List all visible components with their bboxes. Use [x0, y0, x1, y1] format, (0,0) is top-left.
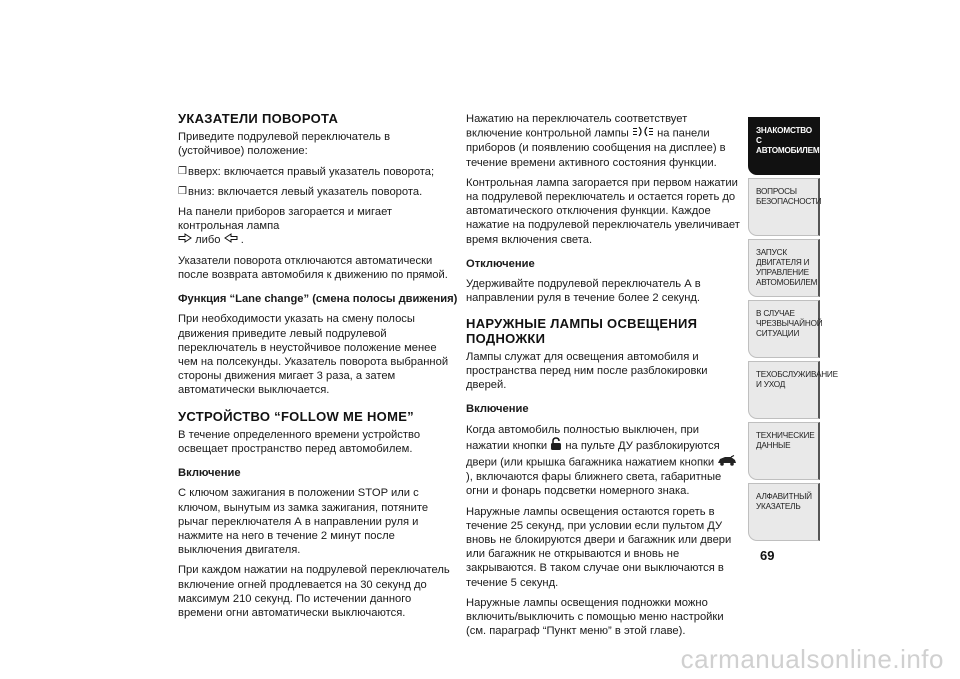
subsection-title-activation: Включение — [466, 403, 529, 416]
list-item-text: вниз: включается левый указатель поворота. — [188, 185, 423, 198]
chapter-tab-technical-data[interactable]: ТЕХНИЧЕСКИЕ ДАННЫЕ — [748, 422, 820, 480]
paragraph: Удерживайте подрулевой переключатель А в направлении руля в течение более 2 секунд. — [466, 278, 701, 305]
chapter-tab-maintenance[interactable]: ТЕХОБСЛУЖИВАНИЕ И УХОД — [748, 361, 820, 419]
paragraph-text: либо — [195, 234, 221, 247]
paragraph-text: Когда автомобиль полностью выключен, при нажатии кнопки — [466, 423, 700, 452]
car-trunk-icon — [717, 455, 737, 470]
paragraph: Наружные лампы освещения подножки можно включить/выключить с помощью меню настройки (см. параграф “Пункт меню” в этой главе). — [466, 596, 724, 638]
chapter-tab-emergency[interactable]: В СЛУЧАЕ ЧРЕЗВЫЧАЙНОЙ СИТУАЦИИ — [748, 300, 820, 358]
paragraph: При необходимости указать на смену полосы движения приведите левый подрулевой переключатель в неустойчивое положение менее чем на полсекунды. Указатель поворота выбранной стороны движения мигает 3 раза, а затем автоматически выключается. — [178, 313, 449, 397]
paragraph-text: . — [240, 234, 244, 247]
unlock-icon — [550, 437, 562, 455]
subsection-title-lane-change: Функция “Lane change” (смена полосы движения) — [178, 293, 458, 306]
list-item — [178, 165, 458, 179]
section-title-puddle-lamps: НАРУЖНЫЕ ЛАМПЫ ОСВЕЩЕНИЯ ПОДНОЖКИ — [466, 316, 698, 346]
paragraph-text: На панели приборов загорается и мигает контрольная лампа — [178, 206, 393, 233]
paragraph: С ключом зажигания в положении STOP или с ключом, вынутым из замка зажигания, потяните рычаг переключателя А в направлении руля и нажмите на него в течение 2 минут после выключения двигателя. — [178, 487, 429, 557]
bullet-marker: ❒ — [178, 185, 187, 197]
paragraph: Приведите подрулевой переключатель в (устойчивое) положение: — [178, 131, 391, 158]
left-column — [178, 112, 458, 626]
arrow-left-icon — [224, 233, 238, 247]
page-number: 69 — [760, 548, 775, 563]
paragraph — [466, 423, 740, 499]
right-column — [466, 112, 740, 645]
chapter-tabs — [748, 117, 838, 544]
paragraph: В течение определенного времени устройство освещает пространство перед автомобилем. — [178, 428, 421, 455]
paragraph-text: ), включаются фары ближнего света, габаритные огни и фонарь подсветки номерного знака. — [466, 471, 722, 498]
paragraph-text: Нажатию на переключатель соответствует включение контрольной лампы — [466, 113, 688, 140]
paragraph: Лампы служат для освещения автомобиля и пространства перед ним после разблокировки дверей. — [466, 350, 708, 392]
paragraph: Наружные лампы освещения остаются гореть в течение 25 секунд, при условии если пультом ДУ вновь не блокируются двери и багажник или двери или багажник не открываются и вновь не закрываются. В таком случае они выключаются в течение 5 секунд. — [466, 505, 732, 589]
chapter-tab-safety[interactable]: ВОПРОСЫ БЕЗОПАСНОСТИ — [748, 178, 820, 236]
subsection-title-activation: Включение — [178, 467, 241, 480]
paragraph: Контрольная лампа загорается при первом нажатии на подрулевой переключатель и остается гореть до автоматического отключения функции. Каждое нажатие на подрулевой переключатель увеличивает время включения света. — [466, 176, 740, 246]
section-title-turn-signals: УКАЗАТЕЛИ ПОВОРОТА — [178, 111, 339, 126]
watermark: carmanualsonline.info — [680, 644, 944, 674]
section-title-follow-me-home: УСТРОЙСТВО “FOLLOW ME HOME” — [178, 408, 414, 424]
list-item — [178, 185, 458, 199]
chapter-tab-getting-to-know[interactable]: ЗНАКОМСТВО С АВТОМОБИЛЕМ — [748, 117, 820, 175]
paragraph-text: на пульте ДУ разблокируются двери (или крышка багажника нажатием кнопки — [466, 439, 720, 469]
chapter-tab-starting-driving[interactable]: ЗАПУСК ДВИГАТЕЛЯ И УПРАВЛЕНИЕ АВТОМОБИЛЕМ — [748, 239, 820, 297]
list-item-text: вверх: включается правый указатель поворота; — [188, 165, 435, 178]
subsection-title-deactivation: Отключение — [466, 257, 535, 270]
paragraph — [466, 112, 740, 170]
paragraph: При каждом нажатии на подрулевой переключатель включение огней продлевается на 30 секунд до максимум 210 секунд. По истечении данного времени огни автоматически выключаются. — [178, 564, 450, 619]
paragraph — [178, 205, 458, 248]
headlamp-icon — [632, 126, 654, 141]
paragraph-text: на панели приборов (и появлению сообщения на дисплее) в течение времени активного состояния функции. — [466, 127, 726, 169]
paragraph: Указатели поворота отключаются автоматически после возврата автомобиля к движению по прямой. — [178, 254, 448, 281]
arrow-right-icon — [178, 233, 192, 247]
bullet-marker: ❒ — [178, 165, 187, 177]
chapter-tab-index[interactable]: АЛФАВИТНЫЙ УКАЗАТЕЛЬ — [748, 483, 820, 541]
